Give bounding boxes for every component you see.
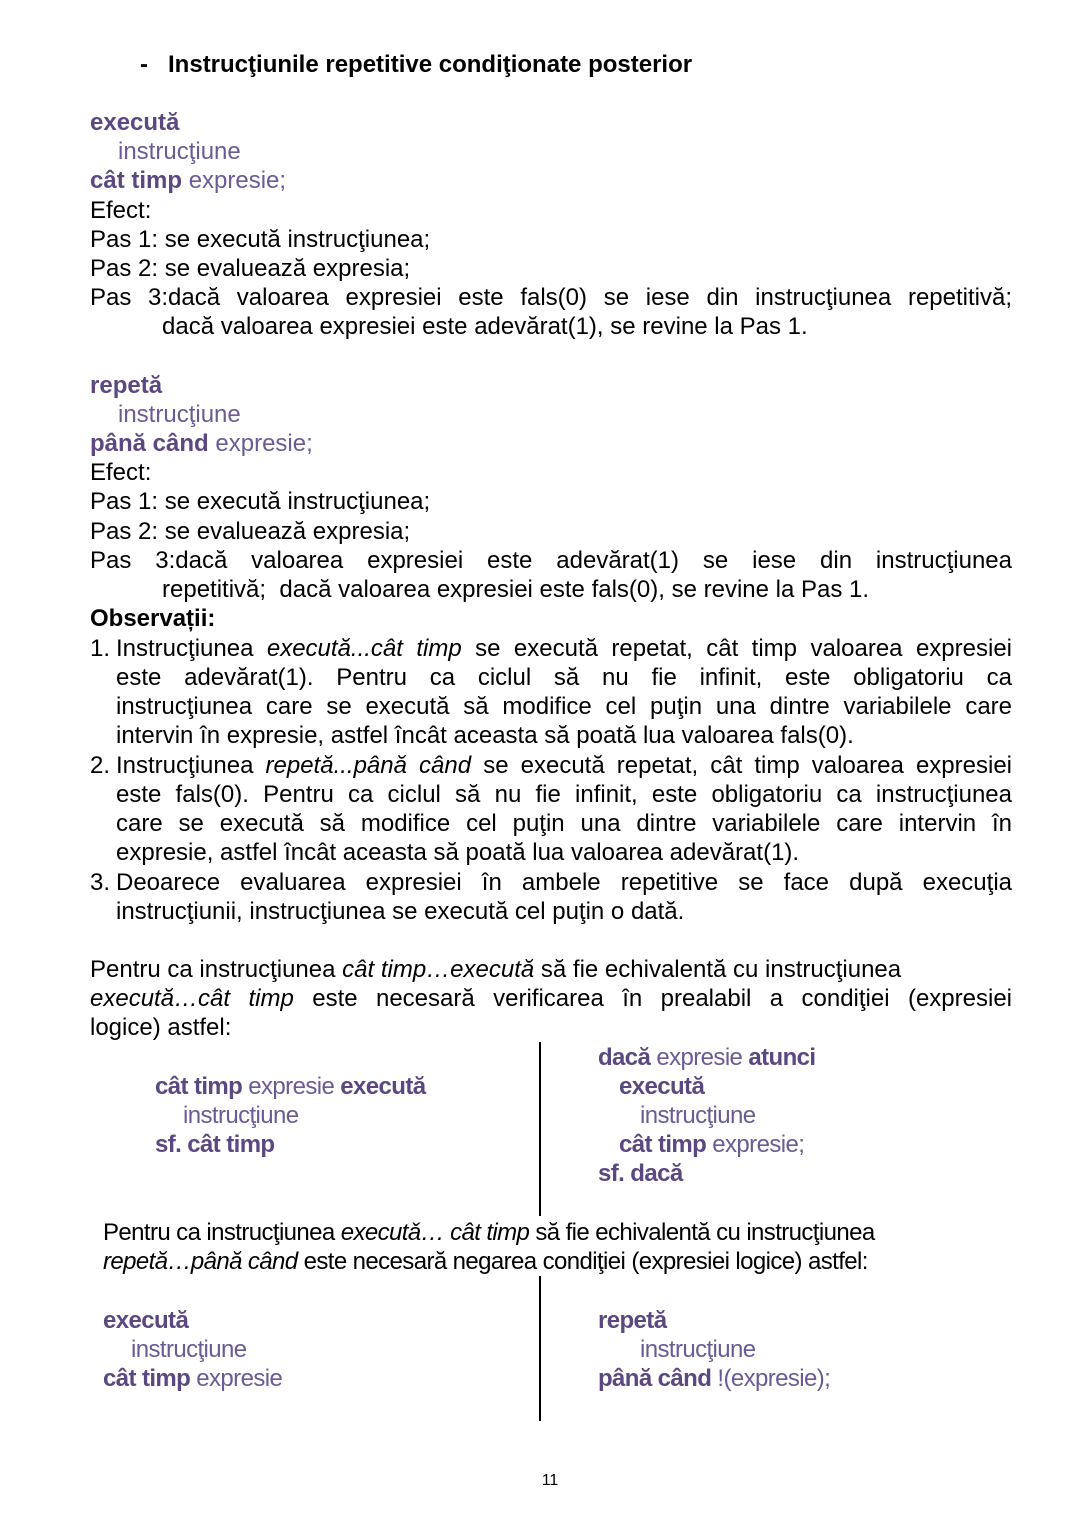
text: se execută repetat, cât timp valoarea expresiei [471,752,1013,779]
expression-text: !(expresie); [711,1365,831,1392]
italic-text: executǎ… cât timp [340,1219,530,1246]
italic-text: execută…cât timp [90,985,294,1012]
instruction-text: instrucţiune [118,401,241,428]
paragraph-line [90,955,1012,984]
keyword-cat-timp: cât timp [90,167,183,194]
expression-text: expresie [242,1073,341,1100]
effect-label: Efect: [90,459,152,486]
heading-text: Instrucţiunile repetitive condiţionate posterior [168,51,693,78]
list-item-line [116,751,1012,780]
text: este necesară verificarea în prealabil a condiţiei (expresiei [293,985,1013,1012]
text: Instrucţiunea [116,752,266,779]
expression-text: expresie; [215,430,313,457]
paragraph-line [103,1218,1003,1247]
keyword: execută [340,1073,426,1100]
page-number: 11 [541,1472,559,1489]
column-divider [539,1042,541,1216]
step: Pas 1: se execută instrucţiunea; [90,488,431,515]
list-item-line: intervin în expresie, astfel încât aceasta să poată lua valoarea fals(0). [116,722,854,749]
keyword-repeta: repetă [90,372,163,399]
list-item-line: este adevărat(1). Pentru ca ciclul să nu fie infinit, este obligatoriu ca [116,664,1012,691]
step-continuation: repetitivă; dacă valoarea expresiei este fals(0), se revine la Pas 1. [162,576,870,603]
keyword: execută [619,1073,705,1100]
keyword: execută [103,1307,189,1334]
code-line [619,1130,969,1159]
italic-text: repetă...până când [265,752,472,779]
step: Pas 2: se evaluează expresia; [90,518,411,545]
section-heading [140,50,1062,79]
step: Pas 3:dacă valoarea expresiei este adevărat(1) se iese din instrucţiunea [90,547,1012,574]
observations-title: Observații: [90,605,216,632]
text: să fie echivalentă cu instrucţiunea [529,1219,875,1246]
list-number: 3. [90,869,111,896]
text: Pentru ca instrucţiunea [103,1219,341,1246]
list-item-line [116,634,1012,663]
text: este necesară negarea condiţiei (expresiei logice) astfel: [297,1248,868,1275]
list-item-line: instrucţiunea care se execută să modifice cel puţin una dintre variabilele care [116,693,1012,720]
keyword: cât timp [155,1073,243,1100]
text: Instrucţiunea [116,635,267,662]
list-item-line: este fals(0). Pentru ca ciclul să nu fie infinit, este obligatoriu ca instrucţiunea [116,781,1012,808]
code-line [103,1364,503,1393]
instruction-text: instrucţiune [640,1102,756,1129]
instruction-text: instrucţiune [118,138,241,165]
step: Pas 1: se execută instrucţiunea; [90,226,431,253]
effect-label: Efect: [90,197,152,224]
code-line [598,1364,998,1393]
column-divider [539,1276,541,1421]
keyword: cât timp [619,1131,707,1158]
instruction-text: instrucţiune [131,1336,247,1363]
expression-text: expresie [190,1365,283,1392]
step: Pas 3:dacă valoarea expresiei este fals(0) se iese din instrucţiunea repetitivă; [90,284,1012,311]
heading-dash: - [140,51,148,78]
text: se execută repetat, cât timp valoarea expresiei [461,635,1012,662]
step: Pas 2: se evaluează expresia; [90,255,411,282]
italic-text: repetă…până când [103,1248,298,1275]
list-item-line: Deoarece evaluarea expresiei în ambele repetitive se face după execuţia [116,869,1012,896]
keyword: repetă [598,1307,667,1334]
paragraph-line [103,1247,1003,1276]
list-item-line: expresie, astfel încât aceasta să poată lua valoarea adevărat(1). [116,839,800,866]
instruction-text: instrucţiune [640,1336,756,1363]
keyword: sf. dacă [598,1160,683,1187]
list-number: 2. [90,752,111,779]
paragraph-line: logice) astfel: [90,1014,232,1041]
condition-line [90,429,1012,458]
text: Pentru ca instrucţiunea [90,956,343,983]
expression-text: expresie; [706,1131,805,1158]
expression-text: expresie; [188,167,287,194]
keyword-executa: execută [90,109,180,136]
expression-text: expresie [650,1044,749,1071]
italic-text: cât timp…execută [342,956,535,983]
list-item-line: care se execută să modifice cel puţin una dintre variabilele care intervin în [116,810,1012,837]
keyword: atunci [748,1044,816,1071]
keyword: sf. cât timp [155,1131,275,1158]
paragraph-line [90,984,1012,1013]
code-line [155,1072,535,1101]
condition-line [90,166,1012,195]
keyword: cât timp [103,1365,191,1392]
instruction-text: instrucţiune [183,1102,299,1129]
keyword-pana-cand: până când [90,430,209,457]
text: să fie echivalentă cu instrucţiunea [534,956,902,983]
keyword: până când [598,1365,712,1392]
code-line [598,1043,998,1072]
list-number: 1. [90,635,111,662]
list-item-line: instrucţiunii, instrucţiunea se execută cel puţin o dată. [116,898,685,925]
italic-text: execută...cât timp [266,635,462,662]
keyword: dacă [598,1044,651,1071]
step-continuation: dacă valoarea expresiei este adevărat(1), se revine la Pas 1. [162,313,808,340]
